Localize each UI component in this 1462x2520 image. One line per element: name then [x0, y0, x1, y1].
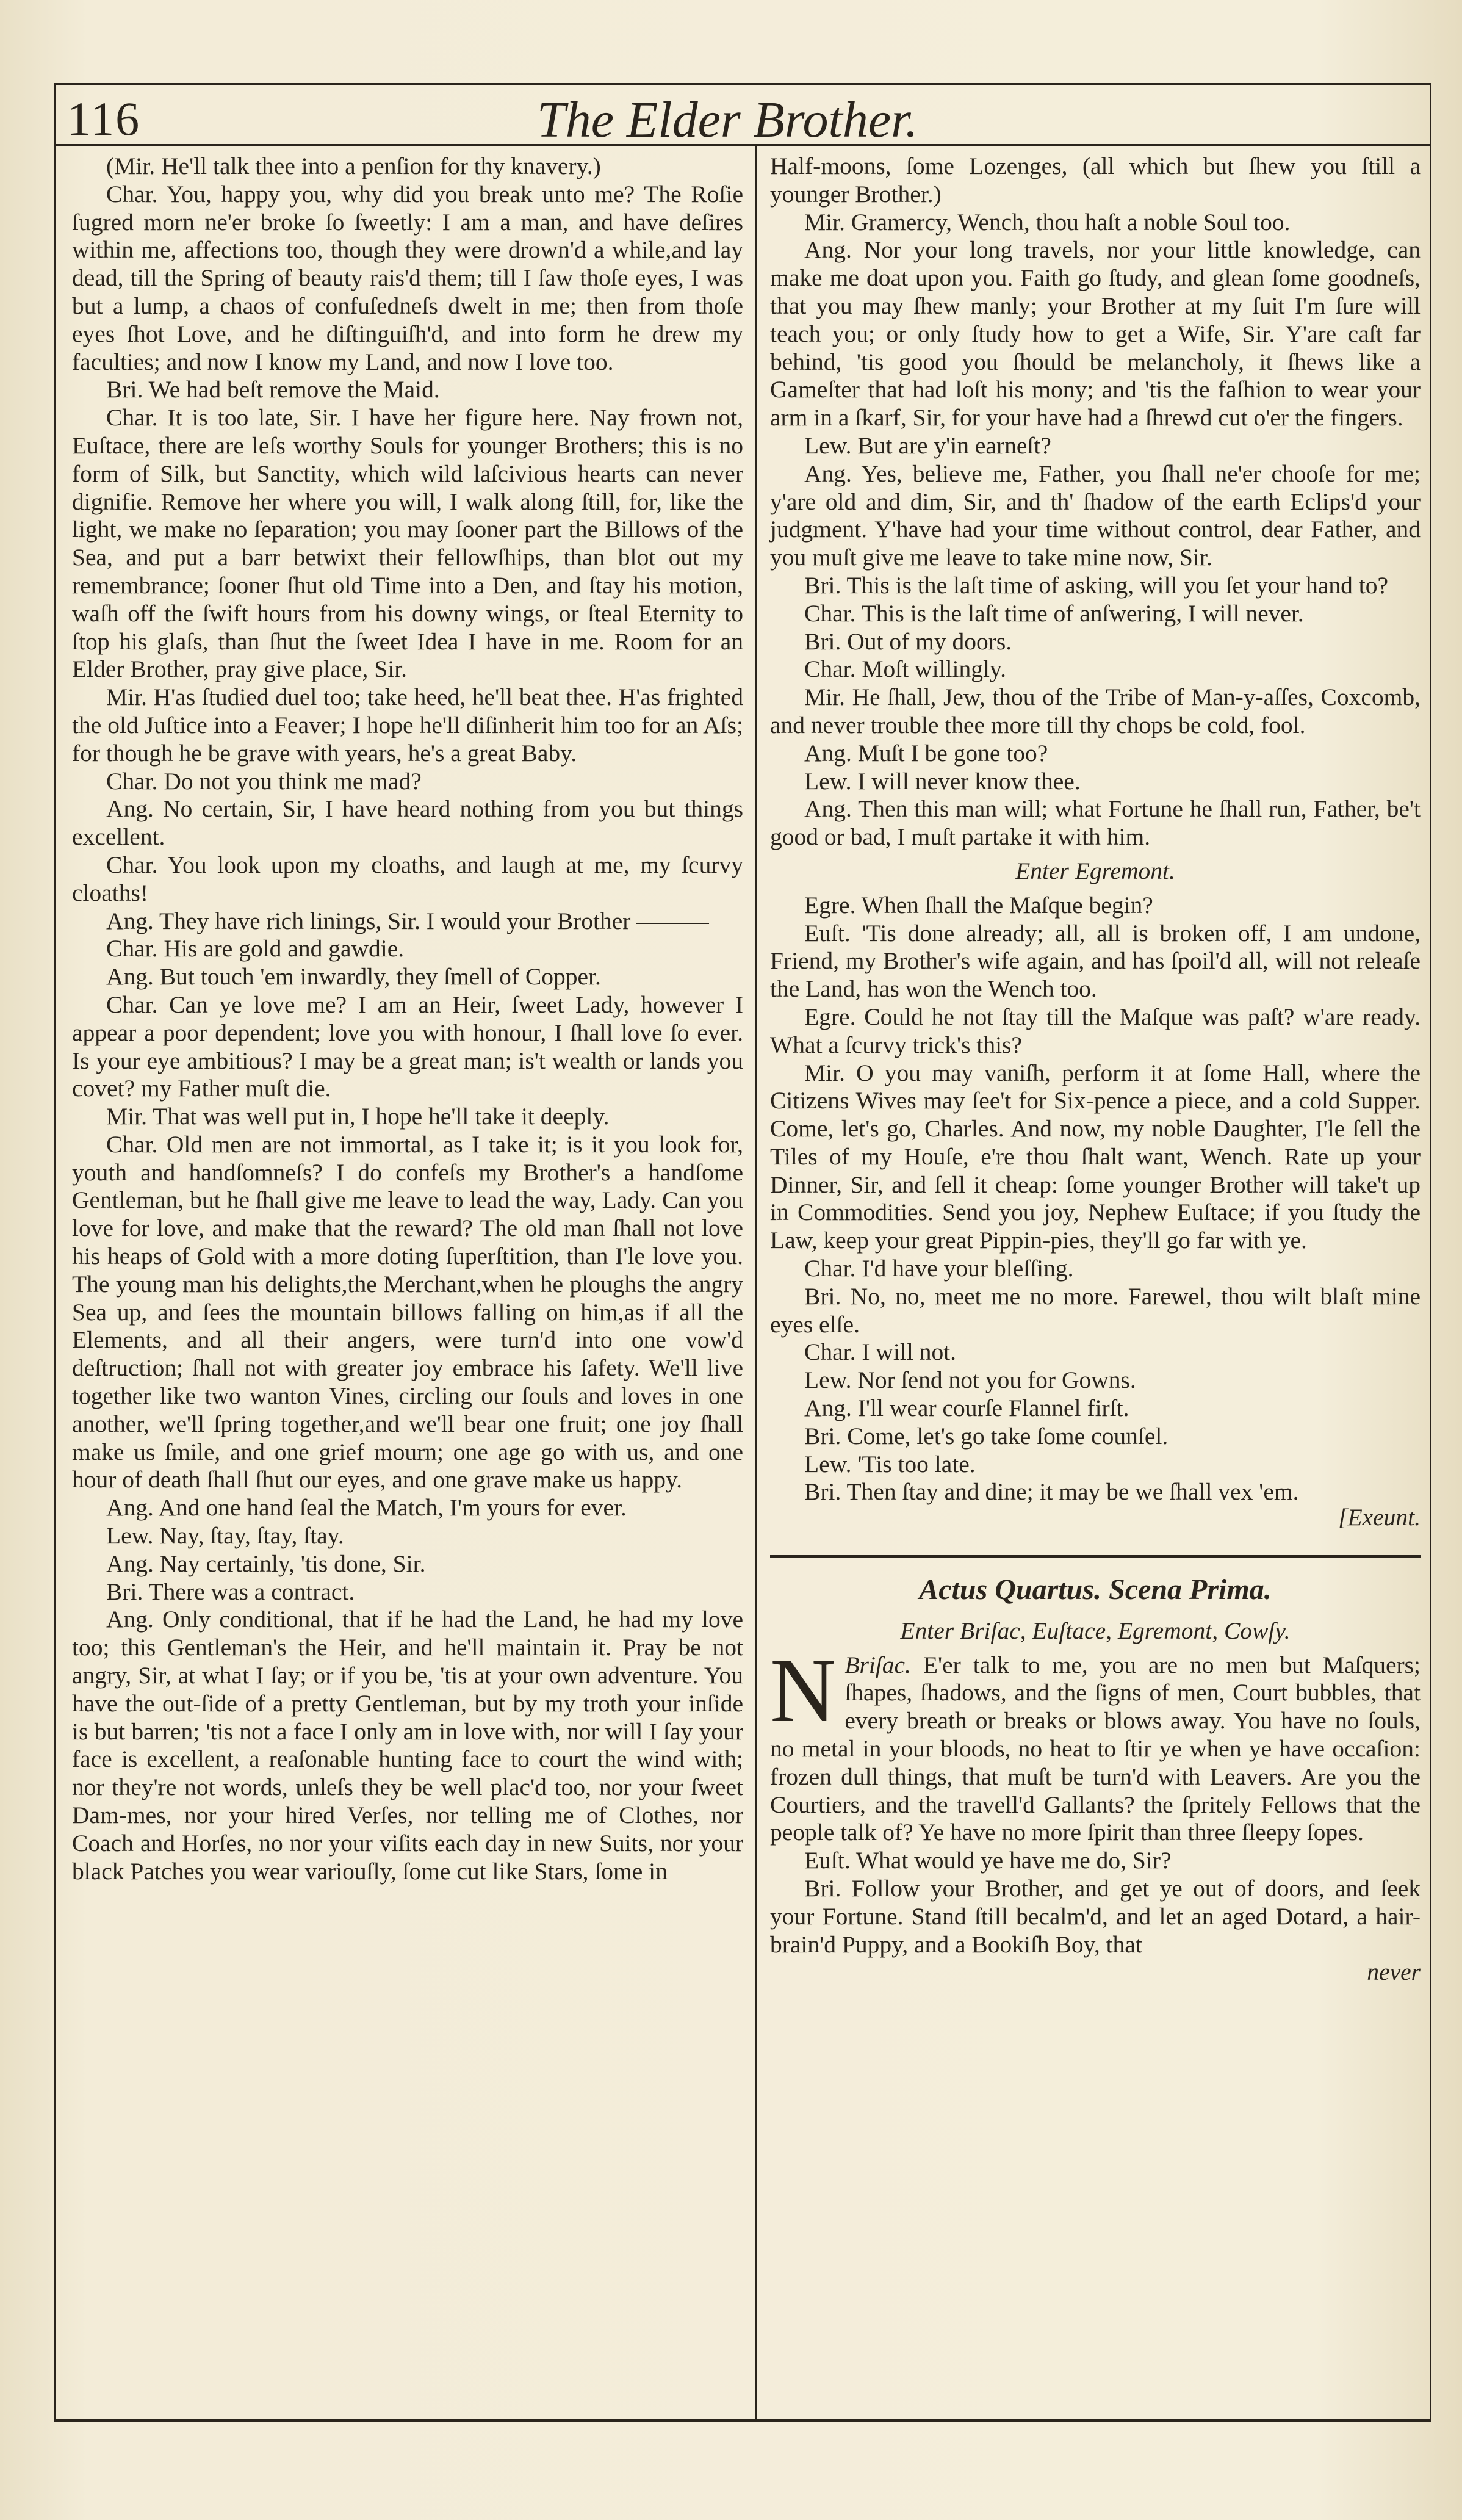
speech: Bri. We had beſt remove the Maid.: [106, 376, 440, 403]
speech: Ang. They have rich linings, Sir. I would your Brother ———: [106, 907, 709, 934]
speech: Ang. Only conditional, that if he had the Land, he had my love too; this Gentleman's the Heir, and he'll maintain it. Pray be not angry, Sir, at what I ſay; or if you be, 'tis at your own adventure. You have the out-ſide of a pretty Gentleman, but by my troth your inſide is but barren; 'tis not a face I only am in love with, nor will I ſay your face is excellent, a reaſonable hunting face to court the wind with; nor they're not words, unleſs they be well plac'd too, nor your ſweet Dam-mes, nor your hired Verſes, nor telling me of Clothes, nor Coach and Horſes, no nor your viſits each day in new Suits, nor your black Patches you wear variouſly, ſome cut like Stars, ſome in: [72, 1606, 743, 1885]
speech: Lew. But are y'in earneſt?: [804, 431, 1051, 459]
act-heading: Actus Quartus. Scena Prima.: [919, 1573, 1272, 1606]
frame-rule-bottom: [54, 2419, 1431, 2422]
speaker-label: Briſac.: [844, 1651, 911, 1678]
speech: Mir. He ſhall, Jew, thou of the Tribe of Man-y-aſſes, Coxcomb, and never trouble thee more till thy chops be cold, fool.: [770, 684, 1421, 738]
section-rule: [770, 1555, 1421, 1558]
stage-direction: Enter Egremont.: [1015, 857, 1175, 884]
speech: Lew. I will never know thee.: [804, 767, 1081, 795]
speech: Bri. This is the laſt time of asking, will you ſet your hand to?: [804, 571, 1389, 599]
speech: Egre. Could he not ſtay till the Maſque was paſt? w'are ready. What a ſcurvy trick's this?: [770, 1003, 1421, 1058]
speech: Ang. And one hand ſeal the Match, I'm yours for ever.: [106, 1494, 627, 1522]
speech: Lew. Nay, ſtay, ſtay, ſtay.: [106, 1522, 344, 1550]
speech: Ang. Yes, believe me, Father, you ſhall ne'er chooſe for me; y'are old and dim, Sir, and th' ſhadow of the earth Eclips'd your judgment. Y'have had your time without control, dear Father, and you muſt give me leave to take mine now, Sir.: [770, 460, 1421, 571]
catchword: never: [1367, 1959, 1421, 1986]
speech: Char. Do not you think me mad?: [106, 767, 422, 795]
speech: Char. Moſt willingly.: [804, 655, 1007, 683]
speech: Ang. But touch 'em inwardly, they ſmell of Copper.: [106, 963, 601, 991]
frame-rule-right: [1430, 83, 1431, 2422]
frame-rule-top-outer: [54, 83, 1431, 85]
speech: Char. His are gold and gawdie.: [106, 935, 405, 962]
speech: Ang. Nay certainly, 'tis done, Sir.: [106, 1550, 426, 1577]
speech: Char. This is the laſt time of anſwering, I will never.: [804, 599, 1304, 627]
speech: Lew. 'Tis too late.: [804, 1450, 976, 1478]
speech: Mir. Gramercy, Wench, thou haſt a noble Soul too.: [804, 208, 1291, 236]
speech: Char. You look upon my cloaths, and laugh at me, my ſcurvy cloaths!: [72, 851, 743, 906]
speech: Ang. I'll wear courſe Flannel firſt.: [804, 1395, 1129, 1422]
right-column: [770, 153, 1421, 1987]
speech: Bri. Out of my doors.: [804, 627, 1012, 655]
speech: Mir. O you may vaniſh, perform it at ſome Hall, where the Citizens Wives may ſee't for Six-pence a piece, and a cold Supper. Come, let's go, Charles. And now, my noble Daughter, I'le ſell the Tiles of my Houſe, e're thou ſhalt want, Wench. Rate up your Dinner, Sir, and ſell it cheap: ſome younger Brother will take't up in Commodities. Send you joy, Nephew Euſtace; if you ſtudy the Law, keep your great Pippin-pies, they'll go far with ye.: [770, 1059, 1421, 1254]
speech: Ang. Muſt I be gone too?: [804, 739, 1048, 767]
speech: Char. Can ye love me? I am an Heir, ſweet Lady, however I appear a poor dependent; love you with honour, I ſhall love ſo ever. Is your eye ambitious? I may be a great man; is't wealth or lands you covet? my Father muſt die.: [72, 991, 743, 1102]
speech: Bri. No, no, meet me no more. Farewel, thou wilt blaſt mine eyes elſe.: [770, 1282, 1421, 1338]
speech: Char. You, happy you, why did you break unto me? The Roſie ſugred morn ne'er broke ſo ſweetly: I am a man, and have deſires within me, affections too, though they were drown'd a while,and lay dead, till the Spring of beauty rais'd them; till I ſaw thoſe eyes, I was but a lump, a chaos of confuſedneſs dwelt in me; then from thoſe eyes ſhot Love, and he diſtinguiſh'd, and into form he drew my faculties; and now I know my Land, and now I love too.: [72, 180, 743, 375]
speech: Euſt. What would ye have me do, Sir?: [804, 1847, 1172, 1874]
left-column: [72, 153, 743, 1885]
speech: Ang. Then this man will; what Fortune he ſhall run, Father, be't good or bad, I muſt partake it with him.: [770, 795, 1421, 851]
speech: Half-moons, ſome Lozenges, (all which but ſhew you ſtill a younger Brother.): [770, 153, 1421, 208]
act-first-speech: [770, 1639, 1421, 1847]
exeunt-direction: [Exeunt.: [1338, 1504, 1421, 1531]
speech: Char. I'd have your bleſſing.: [804, 1255, 1074, 1282]
speech: Mir. That was well put in, I hope he'll take it deeply.: [106, 1103, 610, 1130]
speech: Char. Old men are not immortal, as I take it; is it you look for, youth and handſomneſs? I do confeſs my Brother's a handſome Gentleman, but he ſhall give me leave to lead the way, Lady. Can you love for love, and make that the reward? The old man ſhall not love his heaps of Gold with a more doting ſuperſtition, than I'le love you. The young man his delights,the Merchant,when he ploughs the angry Sea up, and ſees the mountain billows falling on him,as if all the Elements, and all their angers, were turn'd into one vow'd deſtruction; ſhall not with greater joy embrace his ſafety. We'll live together like two wanton Vines, circling our ſouls and loves in one another, we'll ſpring together,and we'll bear one fruit; one joy ſhall make us ſmile, and one grief mourn; one age go with us, and one hour of death ſhall ſhut our eyes, and one grave make us happy.: [72, 1130, 743, 1493]
speech: Ang. Nor your long travels, nor your little knowledge, can make me doat upon you. Faith go ſtudy, and glean ſome goodneſs, that you may ſhew manly; your Brother at my ſuit I'm ſure will teach you; or only ſtudy how to get a Wife, Sir. Y'are caſt far behind, 'tis good you ſhould be melancholy, it ſhews like a Gameſter that had loſt his mony; and 'tis the faſhion to wear your arm in a ſkarf, Sir, for your have had a ſhrewd cut o'er the fingers.: [770, 236, 1421, 431]
running-title: The Elder Brother.: [537, 92, 918, 148]
frame-rule-left: [54, 83, 56, 2422]
speech: (Mir. He'll talk thee into a penſion for thy knavery.): [106, 153, 601, 179]
page-number: 116: [67, 92, 141, 145]
speech: Mir. H'as ſtudied duel too; take heed, he'll beat thee. H'as frighted the old Juſtice into a Feaver; I hope he'll diſinherit him too for an Aſs; for though he be grave with years, he's a great Baby.: [72, 684, 743, 767]
speech: Bri. Come, let's go take ſome counſel.: [804, 1422, 1169, 1450]
stage-direction: Enter Briſac, Euſtace, Egremont, Cowſy.: [900, 1617, 1291, 1644]
speech: Euſt. 'Tis done already; all, all is broken off, I am undone, Friend, my Brother's wife again, and has ſpoil'd all, will not releaſe the Land, has won the Wench too.: [770, 919, 1421, 1003]
speech-text: E'er talk to me, you are no men but Maſquers; ſhapes, ſhadows, and the ſigns of men, Court bubbles, that every breath or breaks or blows away. You have no ſouls, no metal in your bloods, no heat to ſtir ye when ye have occaſion: frozen dull things, that muſt be turn'd with Leavers. Are you the Courtiers, and the travell'd Gallants? the ſpritely Fellows that the people talk of? Ye have no more ſpirit than three ſleepy ſopes.: [770, 1651, 1421, 1846]
speech: Bri. Then ſtay and dine; it may be we ſhall vex 'em.: [804, 1478, 1299, 1506]
speech: Char. I will not.: [804, 1338, 957, 1366]
column-divider: [755, 146, 757, 2419]
speech: Bri. Follow your Brother, and get ye out of doors, and ſeek your Fortune. Stand ſtill becalm'd, and let an aged Dotard, a hair-brain'd Puppy, and a Bookiſh Boy, that: [770, 1875, 1421, 1958]
speech: Char. It is too late, Sir. I have her figure here. Nay frown not, Euſtace, there are leſs worthy Souls for younger Brothers; this is no form of Silk, but Sanctity, which wild laſcivious hearts can never dignifie. Remove her where you will, I walk along ſtill, for, like the light, we make no ſeparation; you may ſooner part the Billows of the Sea, and put a barr betwixt their fellowſhips, than blot out my remembrance; ſooner ſhut old Time into a Den, and ſtay his motion, waſh off the ſwift hours from his downy wings, or ſteal Eternity to ſtop his glaſs, than ſhut the ſweet Idea I have in me. Room for an Elder Brother, pray give place, Sir.: [72, 404, 743, 683]
speech: Egre. When ſhall the Maſque begin?: [804, 891, 1153, 919]
drop-cap: N: [770, 1639, 837, 1741]
speech: Bri. There was a contract.: [106, 1578, 355, 1605]
speech: Lew. Nor ſend not you for Gowns.: [804, 1367, 1136, 1394]
speech: Ang. No certain, Sir, I have heard nothing from you but things excellent.: [72, 795, 743, 851]
